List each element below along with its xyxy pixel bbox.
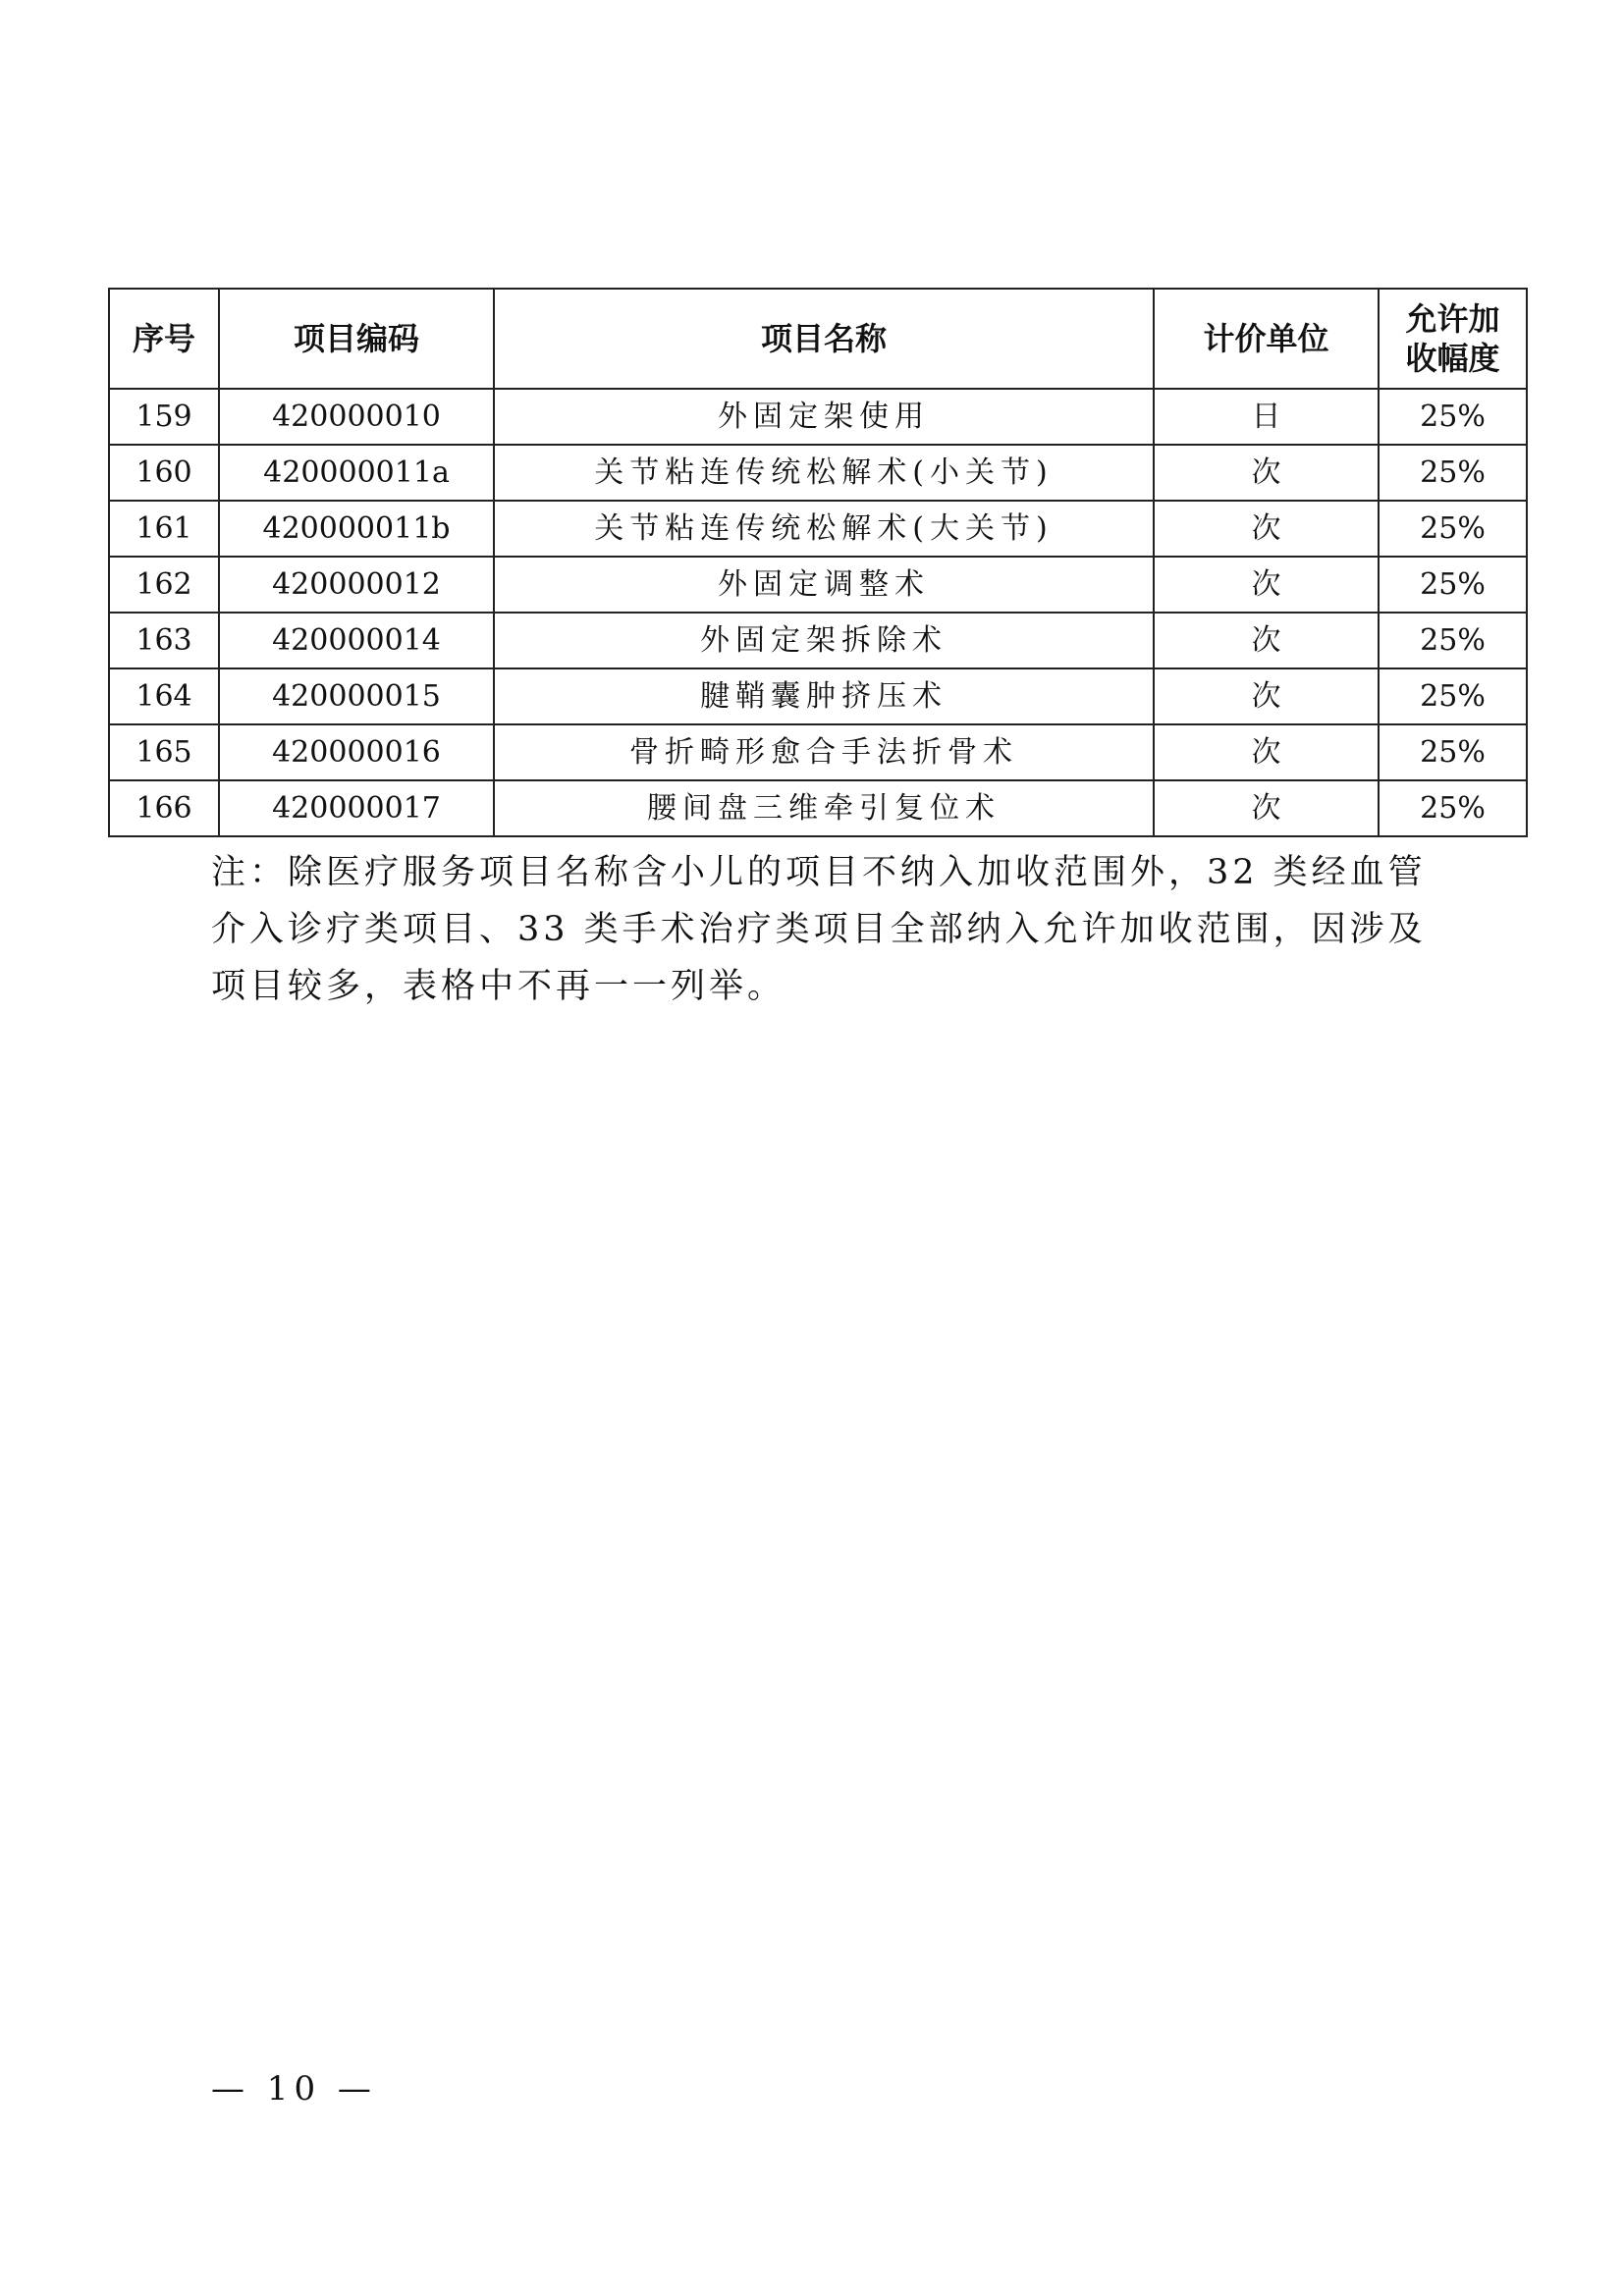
header-unit: 计价单位 [1154,289,1379,389]
row-rate: 25% [1379,445,1527,501]
row-seq: 160 [109,445,219,501]
row-name: 腱鞘囊肿挤压术 [494,668,1154,724]
row-name: 骨折畸形愈合手法折骨术 [494,724,1154,780]
table-row [109,557,1527,613]
row-rate: 25% [1379,501,1527,557]
header-rate-line1: 允许加 [1405,300,1500,338]
row-unit: 次 [1154,613,1379,668]
row-seq: 166 [109,780,219,836]
row-rate: 25% [1379,557,1527,613]
row-name: 关节粘连传统松解术(大关节) [494,501,1154,557]
row-unit: 次 [1154,445,1379,501]
header-rate [1379,289,1527,389]
table-row [109,389,1527,445]
row-rate: 25% [1379,389,1527,445]
row-rate: 25% [1379,613,1527,668]
row-code: 420000011a [219,445,494,501]
note-line: 注：除医疗服务项目名称含小儿的项目不纳入加收范围外，32 类经血管 [211,853,1427,892]
row-unit: 次 [1154,557,1379,613]
table-row [109,445,1527,501]
row-code: 420000011b [219,501,494,557]
row-name: 外固定架使用 [494,389,1154,445]
row-name: 外固定架拆除术 [494,613,1154,668]
row-seq: 163 [109,613,219,668]
row-unit: 次 [1154,668,1379,724]
page-number: — 10 — [211,2069,377,2109]
table-note [211,844,1448,1015]
header-name: 项目名称 [494,289,1154,389]
row-unit: 日 [1154,389,1379,445]
header-rate-line2: 收幅度 [1405,340,1500,377]
row-name: 外固定调整术 [494,557,1154,613]
row-seq: 161 [109,501,219,557]
row-seq: 159 [109,389,219,445]
row-name: 关节粘连传统松解术(小关节) [494,445,1154,501]
row-rate: 25% [1379,780,1527,836]
table-row [109,724,1527,780]
header-code: 项目编码 [219,289,494,389]
table-row [109,613,1527,668]
row-code: 420000014 [219,613,494,668]
row-rate: 25% [1379,724,1527,780]
row-code: 420000017 [219,780,494,836]
row-unit: 次 [1154,780,1379,836]
row-code: 420000010 [219,389,494,445]
surcharge-items-table [108,288,1528,837]
note-line: 项目较多，表格中不再一一列举。 [211,967,786,1006]
table-header-row [109,289,1527,389]
row-seq: 165 [109,724,219,780]
row-name: 腰间盘三维牵引复位术 [494,780,1154,836]
note-line: 介入诊疗类项目、33 类手术治疗类项目全部纳入允许加收范围，因涉及 [211,910,1427,949]
row-unit: 次 [1154,501,1379,557]
table-row [109,668,1527,724]
table-row [109,501,1527,557]
header-seq: 序号 [109,289,219,389]
row-code: 420000016 [219,724,494,780]
row-code: 420000012 [219,557,494,613]
row-seq: 164 [109,668,219,724]
table-row [109,780,1527,836]
row-rate: 25% [1379,668,1527,724]
row-unit: 次 [1154,724,1379,780]
row-seq: 162 [109,557,219,613]
row-code: 420000015 [219,668,494,724]
